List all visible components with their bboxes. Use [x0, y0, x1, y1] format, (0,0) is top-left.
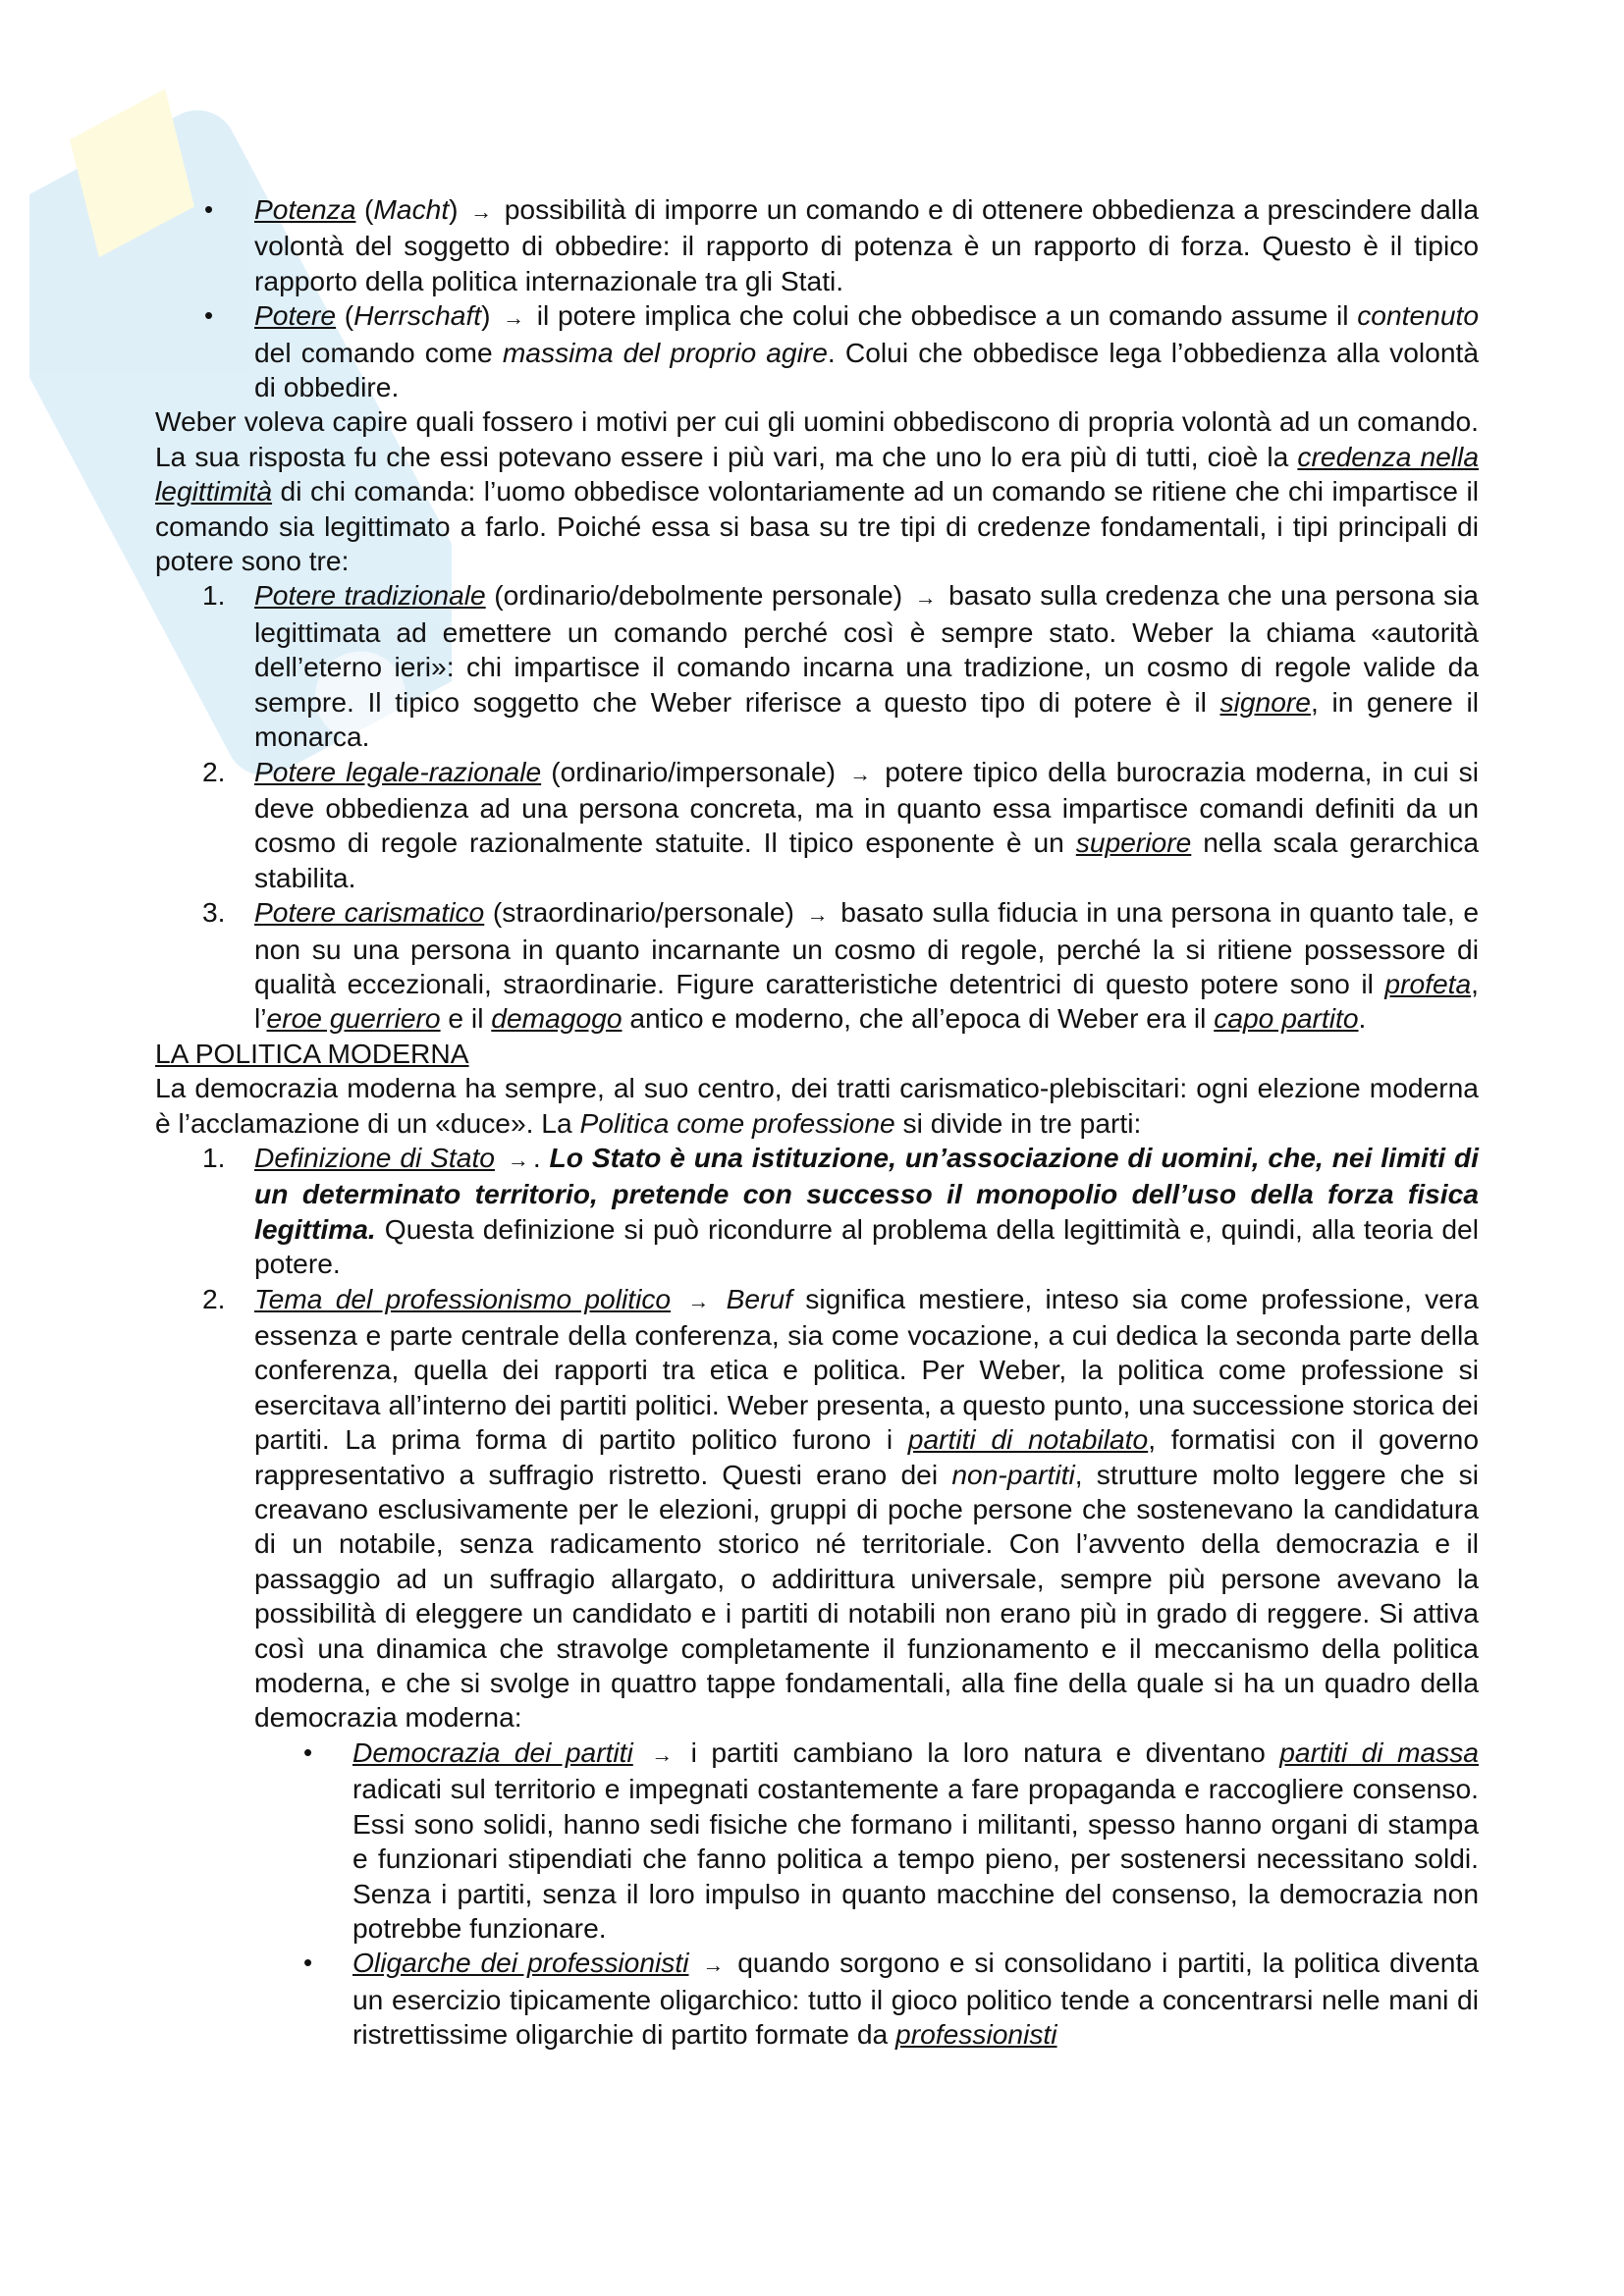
term: eroe guerriero	[266, 1002, 441, 1035]
text: radicati sul territorio e impegnati costantemente a fare propaganda e raccogliere consenso. Essi sono solidi, hanno sedi fisiche che formano i militanti, spesso hanno organi di stampa e funzionari stipendiati che fanno politica a tempo pieno, per sostenersi necessitano soldi. Senza i partiti, senza il loro impulso in quanto macchine del consenso, la democrazia non potrebbe funzionare.	[352, 1773, 1479, 1944]
list-item-professionismo	[155, 1282, 1479, 1735]
text: si divide in tre parti:	[894, 1106, 1142, 1139]
list-item-democrazia-partiti	[254, 1735, 1479, 1946]
text	[671, 1283, 683, 1314]
text: (	[336, 299, 354, 332]
paragraph-democrazia-moderna	[155, 1071, 1479, 1141]
text: . Colui che obbedisce lega l’obbedienza alla volontà di obbedire.	[254, 336, 1480, 403]
term-herrschaft: Herrschaft	[353, 299, 482, 332]
bullet-list-power	[155, 192, 1479, 404]
bullet-list-stages	[254, 1735, 1479, 2053]
arrow-icon: →	[806, 902, 829, 928]
text: nella scala gerarchica stabilita.	[254, 827, 1479, 893]
arrow-icon: →	[470, 199, 493, 224]
list-item-potere	[155, 298, 1479, 404]
emphasis: non-partiti	[951, 1458, 1075, 1490]
term: demagogo	[491, 1002, 623, 1035]
text: , in genere il monarca.	[254, 685, 1479, 753]
text: .	[532, 1141, 550, 1173]
text: .	[1358, 1002, 1367, 1035]
numbered-list-parts	[155, 1141, 1479, 1735]
arrow-icon: →	[651, 1741, 674, 1767]
text: del comando come	[254, 336, 503, 368]
text: La democrazia moderna ha sempre, al suo centro, dei tratti carismatico-plebiscitari: ogni elezione moderna è l’acclamazione di un «duce». La	[155, 1072, 1479, 1139]
emphasis: Politica come professione	[579, 1106, 895, 1139]
term: superiore	[1075, 827, 1192, 859]
term: Democrazia dei partiti	[352, 1735, 633, 1768]
list-item-potenza	[155, 192, 1479, 298]
term: Oligarche dei professionisti	[352, 1947, 689, 1979]
text: Questa definizione si può ricondurre al problema della legittimità e, quindi, alla teoria del potere.	[254, 1212, 1479, 1280]
term: capo partito	[1214, 1002, 1359, 1035]
arrow-icon: →	[849, 761, 872, 786]
list-item-oligarche	[254, 1946, 1479, 2052]
arrow-icon: →	[914, 585, 937, 611]
list-number: 2.	[202, 755, 226, 787]
text: il potere implica che colui che obbedisce a un comando assume il	[528, 299, 1358, 332]
text	[633, 1736, 647, 1768]
term: partiti di notabilato	[907, 1423, 1149, 1456]
term: Tema del professionismo politico	[254, 1282, 672, 1314]
text: i partiti cambiano la loro natura e diventano	[677, 1735, 1280, 1768]
term: signore	[1219, 685, 1311, 718]
text: possibilità di imporre un comando e di ottenere obbedienza a prescindere dalla volontà del soggetto di obbedire: il rapporto di potenza è un rapporto di forza. Questo è il tipico rapporto della politica internazionale tra gli Stati.	[254, 193, 1479, 296]
list-number: 1.	[202, 579, 226, 612]
term-potenza: Potenza	[254, 193, 356, 225]
emphasis: massima del proprio agire	[502, 336, 828, 368]
text: significa mestiere, inteso sia come professione, vera essenza e parte centrale della conferenza, sia come vocazione, a cui dedica la seconda parte della conferenza, quella dei rapporti tra etica e politica. Per Weber, la politica come professione si esercitava all’interno dei partiti politici. Weber presenta, a questo punto, una successione storica dei partiti. La prima forma di partito politico furono i	[254, 1282, 1479, 1456]
section-heading: LA POLITICA MODERNA	[155, 1037, 469, 1069]
list-item-definizione-stato	[155, 1141, 1479, 1282]
text: antico e moderno, che all’epoca di Weber era il	[622, 1002, 1215, 1035]
list-item-potere-legale	[155, 755, 1479, 896]
list-number: 1.	[202, 1141, 226, 1173]
text: quando sorgono e si consolidano i partiti, la politica diventa un esercizio tipicamente oligarchico: tutto il gioco politico tende a concentrarsi nelle mani di ristrettissime oligarchie di partito formate da	[352, 1947, 1479, 2051]
text	[688, 1947, 698, 1978]
list-number: 3.	[202, 896, 226, 929]
arrow-icon: →	[702, 1952, 725, 1978]
text: basato sulla credenza che una persona sia legittimata ad emettere un comando perché così è sempre stato. Weber la chiama «autorità dell’eterno ieri»: chi impartisce il comando incarna una tradizione, un cosmo di regole valide da sempre. Il tipico soggetto che Weber riferisce a questo tipo di potere è il	[254, 579, 1479, 718]
text: (straordinario/personale)	[484, 896, 803, 929]
document-page	[155, 192, 1479, 2053]
text	[495, 1142, 504, 1173]
emphasis: contenuto	[1357, 299, 1480, 332]
term: Potere carismatico	[254, 896, 485, 929]
term-potere: Potere	[254, 299, 337, 332]
text: , strutture molto leggere che si creavano esclusivamente per le elezioni, gruppi di poche persone che sostenevano la candidatura di un notabile, senza radicamento storico né territoriale. Con l’avvento della democrazia e il passaggio ad un suffragio allargato, o addirittura universale, sempre più persone avevano la possibilità di eleggere un candidato e i partiti di notabili non erano più in grado di reggere. Si attiva così una dinamica che stravolge completamente il funzionamento e il meccanismo della politica moderna, e che si svolge in quattro tappe fondamentali, alla fine della quale si ha un quadro della democrazia moderna:	[254, 1458, 1479, 1734]
list-item-potere-carismatico	[155, 895, 1479, 1037]
list-item-potere-tradizionale	[155, 578, 1479, 754]
arrow-icon: →	[687, 1288, 710, 1313]
text: potere tipico della burocrazia moderna, in cui si deve obbedienza ad una persona concreta, ma in quanto essa impartisce comandi definiti da un cosmo di regole razionalmente statuite. Il tipico esponente è un	[254, 755, 1480, 859]
list-number: 2.	[202, 1282, 226, 1314]
arrow-icon: →	[503, 305, 525, 331]
definition-bold: Lo Stato è una istituzione, un’associazione di uomini, che, nei limiti di un determinato territorio, pretende con successo il monopolio dell’uso della forza fisica legittima.	[254, 1141, 1479, 1245]
term: Definizione di Stato	[254, 1141, 495, 1173]
text: basato sulla fiducia in una persona in quanto tale, e non su una persona in quanto incarnante un cosmo di regole, perché la si ritiene possessore di qualità eccezionali, straordinarie. Figure caratteristiche detentrici di questo potere sono il	[254, 896, 1479, 999]
term-macht: Macht	[373, 193, 450, 225]
text: , formatisi con il governo rappresentativo a suffragio ristretto. Questi erano dei	[254, 1423, 1479, 1490]
term: Potere tradizionale	[254, 579, 486, 612]
term: professionisti	[895, 2018, 1057, 2051]
arrow-icon: →	[507, 1147, 529, 1172]
term: profeta	[1384, 967, 1472, 999]
text: )	[481, 299, 500, 332]
text: di chi comanda: l’uomo obbedisce volontariamente ad un comando se ritiene che chi impartisce il comando sia legittimato a farlo. Poiché essa si basa su tre tipi di credenze fondamentali, i tipi principali di potere sono tre:	[155, 475, 1479, 577]
paragraph-weber-legitimacy	[155, 404, 1479, 578]
text: )	[449, 193, 467, 225]
text: Weber voleva capire quali fossero i motivi per cui gli uomini obbediscono di propria volontà ad un comando. La sua risposta fu che essi potevano essere i più vari, ma che uno lo era più di tutti, cioè la	[155, 405, 1479, 472]
text: (	[355, 193, 374, 225]
term: partiti di massa	[1279, 1735, 1479, 1768]
term-credenza: credenza nella legittimità	[155, 440, 1479, 507]
text	[713, 1283, 726, 1314]
term: Potere legale-razionale	[254, 755, 542, 787]
emphasis: Beruf	[726, 1282, 792, 1314]
text: , l’	[254, 967, 1479, 1035]
text: (ordinario/impersonale)	[541, 755, 846, 787]
text: (ordinario/debolmente personale)	[485, 579, 911, 612]
text: e il	[440, 1002, 492, 1035]
numbered-list-power-types	[155, 578, 1479, 1036]
